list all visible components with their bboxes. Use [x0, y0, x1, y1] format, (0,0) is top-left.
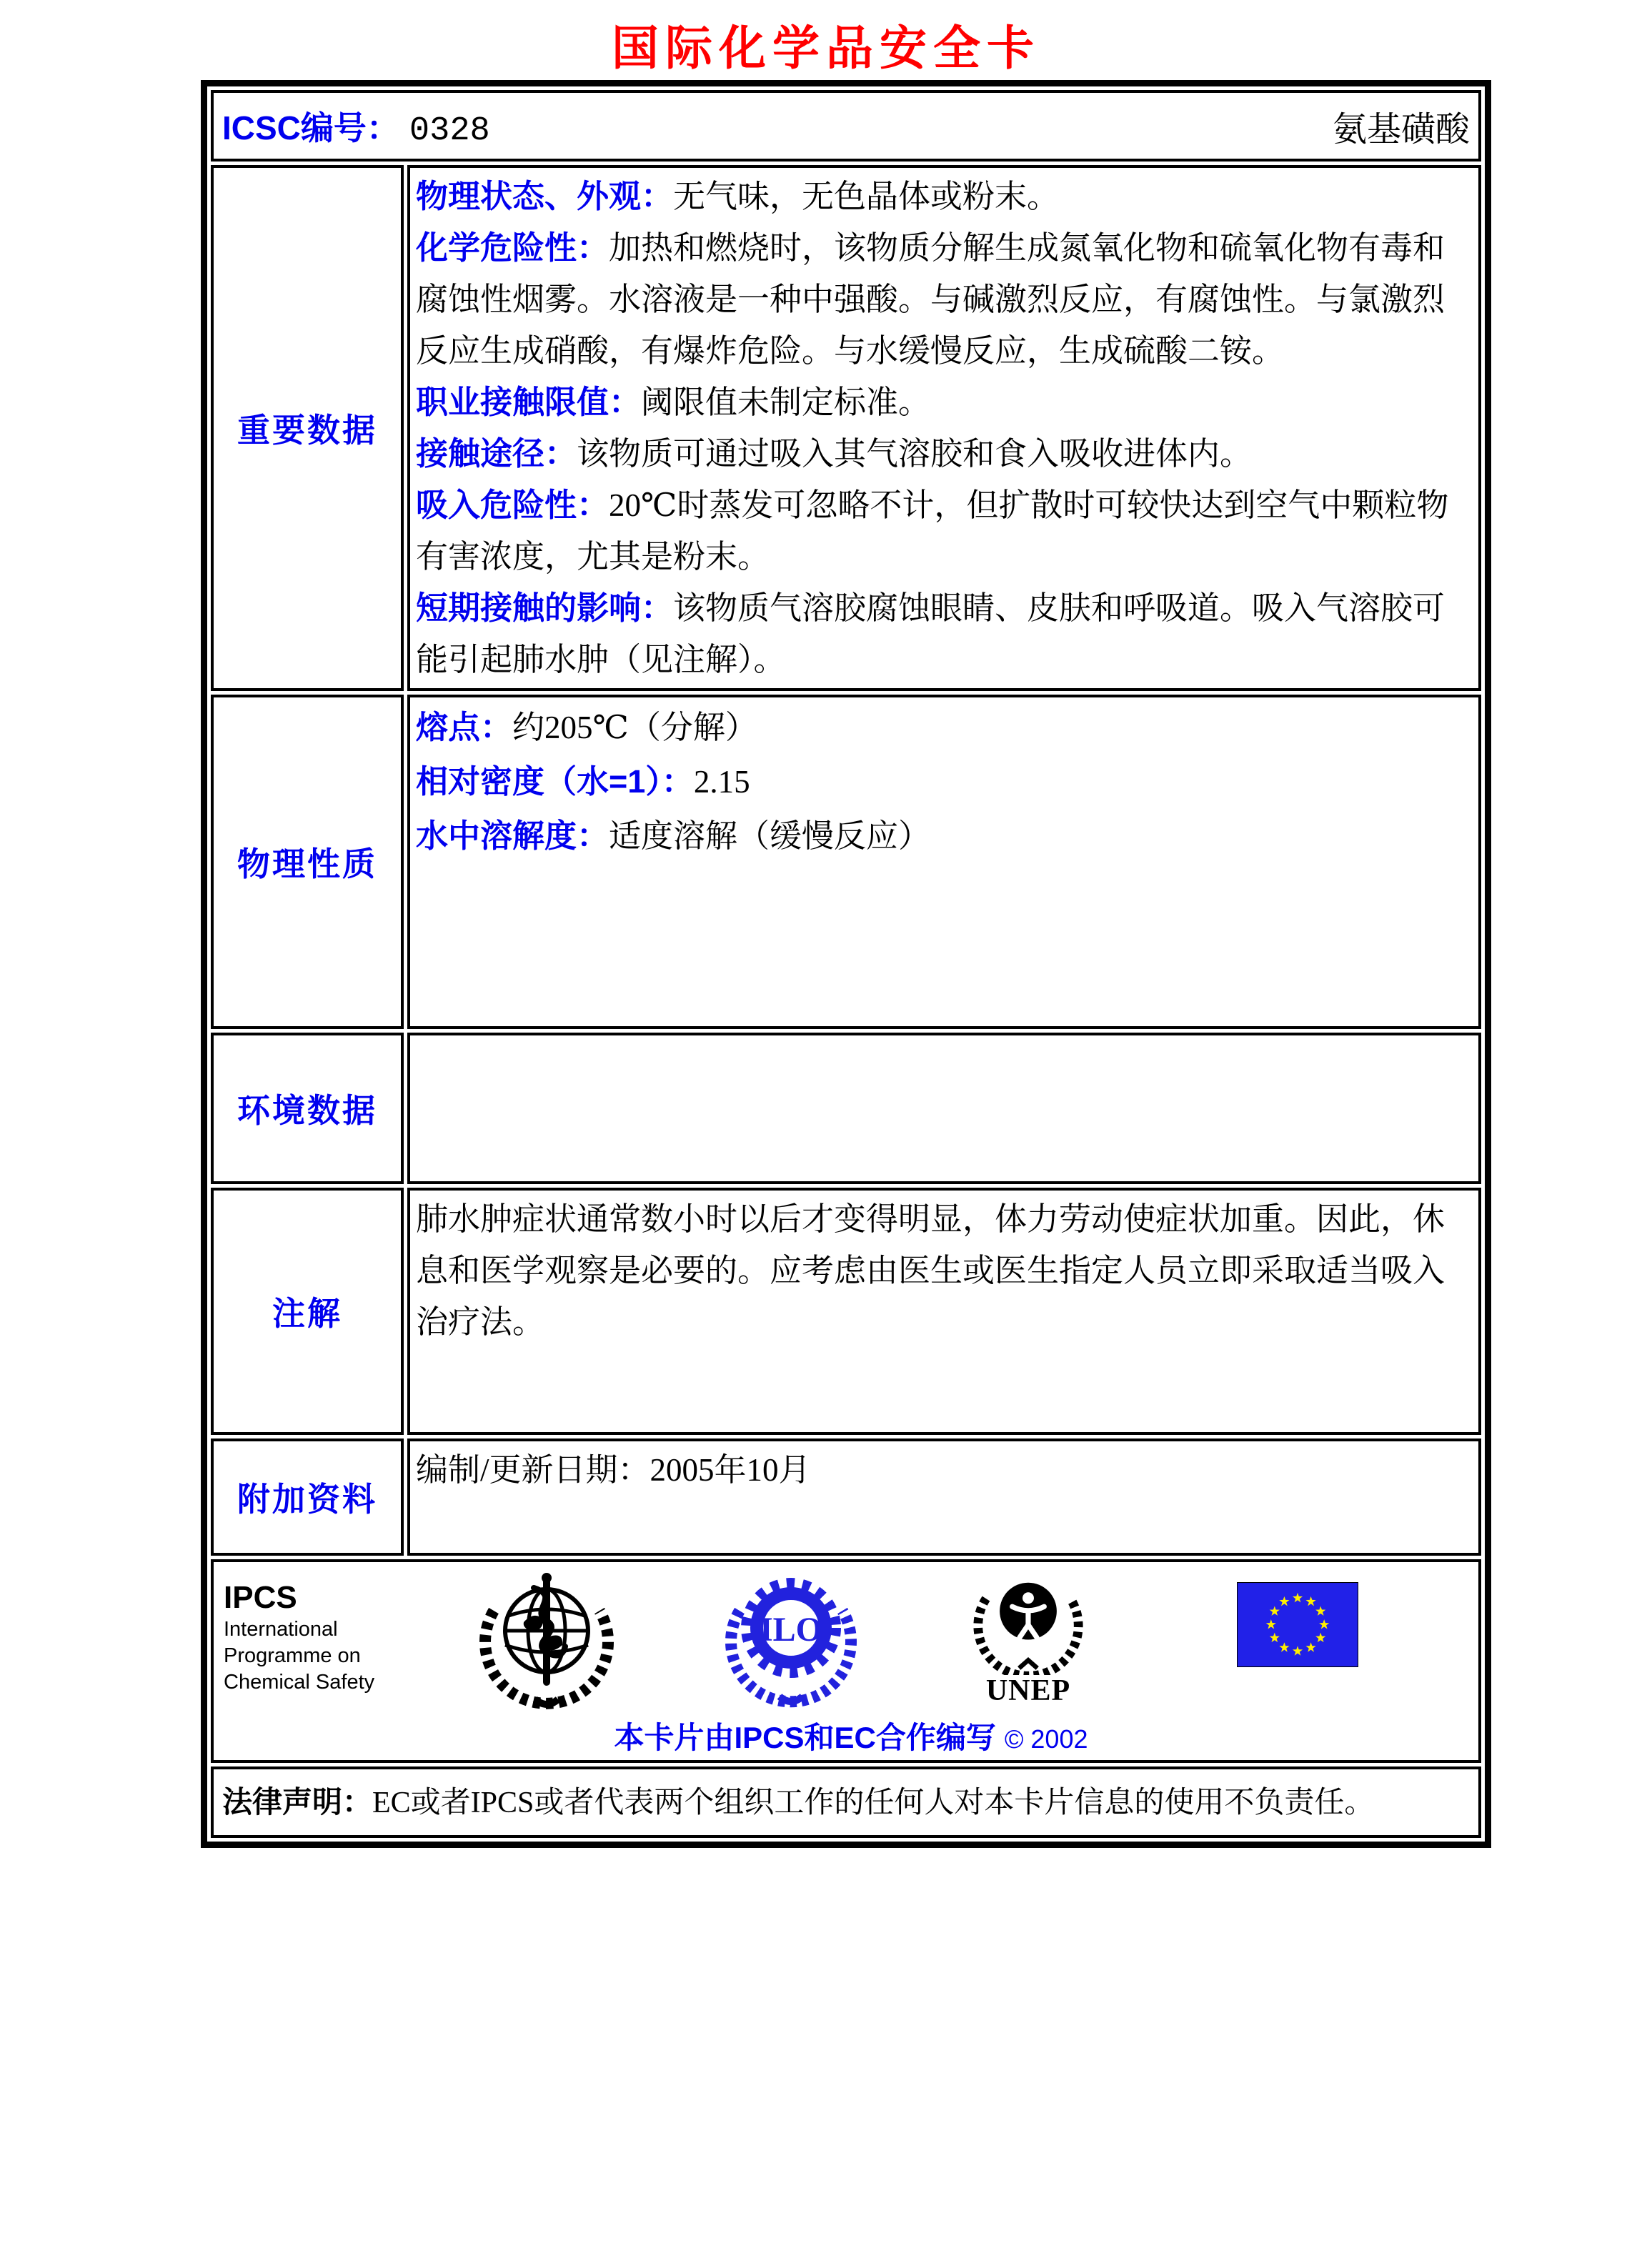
- icsc-card-table: [201, 80, 1491, 1848]
- ipcs-line: Programme on: [224, 1644, 361, 1667]
- legal-text: EC或者IPCS或者代表两个组织工作的任何人对本卡片信息的使用不负责任。: [372, 1786, 1375, 1819]
- entry-short-term-effects: [416, 582, 1471, 685]
- notes-text: 肺水肿症状通常数小时以后才变得明显，体力劳动使症状加重。因此，休息和医学观察是必要的。应考虑由医生或医生指定人员立即采取适当吸入治疗法。: [416, 1201, 1446, 1340]
- entry-label: 短期接触的影响：: [416, 590, 674, 626]
- entry-text: 2.15: [693, 764, 750, 800]
- entry-label: 职业接触限值：: [416, 384, 642, 420]
- ipcs-text-block: [224, 1579, 407, 1696]
- entry-label: 化学危险性：: [416, 229, 609, 266]
- who-logo-icon: [475, 1568, 618, 1714]
- entry-water-solubility: [416, 809, 1471, 863]
- ipcs-acronym: IPCS: [224, 1580, 297, 1615]
- section-label-environmental-data: 环境数据: [211, 1033, 404, 1184]
- entry-label: 熔点：: [416, 709, 513, 745]
- entry-label: 吸入危险性：: [416, 487, 609, 523]
- section-label-important-data: 重要数据: [211, 165, 404, 691]
- entry-label: 物理状态、外观：: [416, 178, 674, 214]
- environmental-data-content: [407, 1033, 1481, 1184]
- entry-relative-density: [416, 755, 1471, 809]
- section-label-physical-properties: 物理性质: [211, 695, 404, 1029]
- environmental-data-row: [211, 1033, 1481, 1184]
- update-date-value: 2005年10月: [650, 1452, 811, 1488]
- ilo-logo-text: ILO: [759, 1611, 823, 1649]
- entry-exposure-route: [416, 428, 1471, 479]
- header-cell: [211, 90, 1481, 162]
- credit-text: 本卡片由IPCS和EC合作编写: [614, 1721, 996, 1754]
- entry-text: 无气味，无色晶体或粉末。: [673, 179, 1060, 214]
- entry-text: 适度溶解（缓慢反应）: [609, 818, 931, 854]
- entry-inhalation-risk: [416, 479, 1471, 582]
- entry-melting-point: [416, 700, 1471, 755]
- update-date-line: [416, 1444, 1471, 1496]
- entry-label: 相对密度（水=1）：: [416, 763, 694, 800]
- important-data-row: [211, 165, 1481, 691]
- entry-text: 该物质气溶胶腐蚀眼睛、皮肤和呼吸道。吸入气溶胶可能引起肺水肿（见注解）。: [416, 590, 1446, 677]
- eu-flag-icon: [1237, 1582, 1358, 1671]
- unep-logo-icon: [971, 1568, 1085, 1706]
- entry-chemical-hazard: [416, 222, 1471, 377]
- credit-line: [224, 1714, 1478, 1757]
- entry-text: 约205℃（分解）: [512, 710, 757, 745]
- legal-label: 法律声明：: [222, 1784, 373, 1819]
- notes-row: [211, 1188, 1481, 1435]
- header-row: [211, 90, 1481, 162]
- entry-physical-state: [416, 171, 1471, 222]
- section-label-notes: 注解: [211, 1188, 404, 1435]
- legal-cell: [211, 1766, 1481, 1838]
- physical-properties-content: [407, 695, 1481, 1029]
- physical-properties-row: [211, 695, 1481, 1029]
- ipcs-line: International: [224, 1618, 338, 1641]
- icsc-number-value: 0328: [409, 111, 490, 150]
- notes-content: [407, 1188, 1481, 1435]
- legal-row: [211, 1766, 1481, 1838]
- chemical-name: 氨基磺酸: [1332, 110, 1470, 149]
- logos-row: [211, 1559, 1481, 1763]
- ipcs-line: Chemical Safety: [224, 1671, 375, 1694]
- additional-info-row: [211, 1438, 1481, 1556]
- unep-logo-text: UNEP: [985, 1674, 1071, 1707]
- entry-label: 水中溶解度：: [416, 818, 609, 854]
- entry-text: 阈限值未制定标准。: [641, 384, 931, 420]
- important-data-content: [407, 165, 1481, 691]
- entry-text: 20℃时蒸发可忽略不计，但扩散时可较快达到空气中颗粒物有害浓度，尤其是粉末。: [416, 487, 1449, 575]
- copyright-text: © 2002: [1004, 1724, 1088, 1754]
- entry-exposure-limit: [416, 377, 1471, 428]
- entry-text: 加热和燃烧时，该物质分解生成氮氧化物和硫氧化物有毒和腐蚀性烟雾。水溶液是一种中强酸。与碱激烈反应，有腐蚀性。与氯激烈反应生成硝酸，有爆炸危险。与水缓慢反应，生成硫酸二铵。: [416, 230, 1446, 369]
- ilo-logo-icon: [720, 1568, 862, 1714]
- section-label-additional-info: 附加资料: [211, 1438, 404, 1556]
- icsc-number-label: ICSC编号：: [222, 109, 399, 146]
- page-title: 国际化学品安全卡: [612, 23, 1040, 75]
- additional-info-content: [407, 1438, 1481, 1556]
- icsc-number: [222, 102, 490, 150]
- logos-cell: [211, 1559, 1481, 1763]
- entry-text: 该物质可通过吸入其气溶胶和食入吸收进体内。: [577, 436, 1253, 472]
- update-date-label: 编制/更新日期：: [416, 1452, 650, 1488]
- entry-label: 接触途径：: [416, 435, 577, 472]
